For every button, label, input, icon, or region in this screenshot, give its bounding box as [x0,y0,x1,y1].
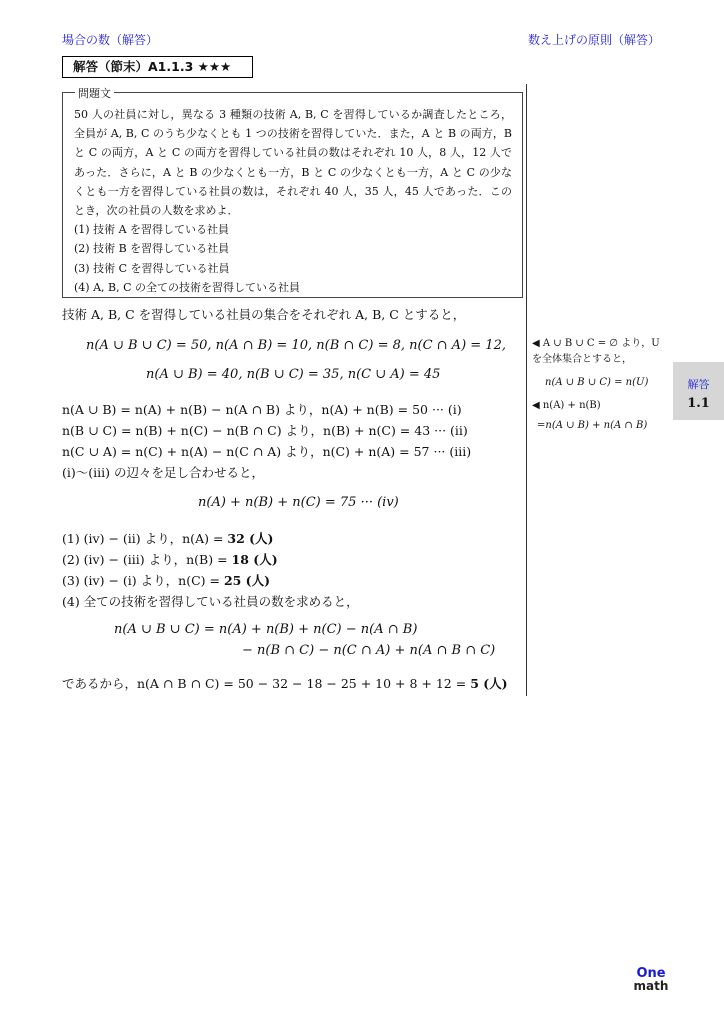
header-left: 場合の数（解答） [62,33,159,47]
answer-3-text: (3) (iv) − (i) より，n(C) = [62,573,224,588]
answer-2-text: (2) (iv) − (iii) より，n(B) = [62,552,232,567]
header-right: 数え上げの原則（解答） [527,33,660,47]
final-answer [62,674,508,692]
answer-2 [62,550,278,568]
relation-i: n(A ∪ B) = n(A) + n(B) − n(A ∩ B) より，n(A) + n(B) = 50 ··· (i) [62,402,462,417]
problem-item-1: (1) 技術 A を習得している社員 [74,223,230,237]
answer-3 [62,571,270,589]
answer-1 [62,529,273,547]
onemath-logo [626,967,676,993]
section-tab [673,362,724,420]
equation-iv: n(A) + n(B) + n(C) = 75 ··· (iv) [198,495,399,510]
section-tab-number: 1.1 [687,396,710,411]
logo-bottom: math [633,979,669,993]
problem-item-3: (3) 技術 C を習得している社員 [74,261,230,275]
answer-1-value: 32 (人) [227,531,274,546]
note-2-line-2: =n(A ∪ B) + n(A ∩ B) [537,420,648,431]
equation-given-2: n(A ∪ B) = 40, n(B ∪ C) = 35, n(C ∪ A) = 45 [146,367,441,382]
note-1-line-2: を全体集合とすると， [532,354,632,365]
sum-instruction: (i)〜(iii) の辺々を足し合わせると， [62,465,264,480]
logo-top: One [636,966,666,981]
answer-title: 解答（節末）A1.1.3 ★★★ [62,56,253,78]
inclusion-exclusion-line-2: − n(B ∩ C) − n(C ∩ A) + n(A ∩ B ∩ C) [242,643,496,658]
problem-item-4: (4) A, B, C の全ての技術を習得している社員 [74,280,301,294]
note-2-line-1: ◀ n(A) + n(B) [532,400,601,411]
final-answer-value: 5 (人) [470,676,508,691]
section-tab-label: 解答 [687,378,710,391]
problem-item-2: (2) 技術 B を習得している社員 [74,242,230,256]
relation-iii: n(C ∪ A) = n(C) + n(A) − n(C ∩ A) より，n(C) + n(A) = 57 ··· (iii) [62,444,472,459]
note-1-line-1: ◀ A ∪ B ∪ C = ∅ より，U [532,338,660,349]
problem-box [62,87,523,298]
equation-given-1: n(A ∪ B ∪ C) = 50, n(A ∩ B) = 10, n(B ∩ C) = 8, n(C ∩ A) = 12, [86,338,506,353]
answer-2-value: 18 (人) [231,552,278,567]
margin-divider [526,84,527,696]
note-1-line-3: n(A ∪ B ∪ C) = n(U) [545,377,649,388]
problem-label: 問題文 [75,85,114,101]
final-answer-text: であるから，n(A ∩ B ∩ C) = 50 − 32 − 18 − 25 + 10 + 8 + 12 = [62,676,471,691]
answer-4-intro: (4) 全ての技術を習得している社員の数を求めると， [62,594,359,609]
inclusion-exclusion-line-1: n(A ∪ B ∪ C) = n(A) + n(B) + n(C) − n(A ∩ B) [114,622,418,637]
problem-text: 50 人の社員に対し，異なる 3 種類の技術 A, B, C を習得しているか調査したところ，全員が A, B, C のうち少なくとも 1 つの技術を習得していた．また，A と B の両方，B と C の両方，A と C の両方を習得している社員の数はそれぞれ 10 人，8 人，12 人であった．さらに，A と B の少なくとも一方，B と C の少なくとも一方，A と C の少なくとも一方を習得している社員の数は，それぞれ 40 人，35 人，45 人であった．このとき，次の社員の人数を求めよ． [74,108,512,218]
relation-ii: n(B ∪ C) = n(B) + n(C) − n(B ∩ C) より，n(B) + n(C) = 43 ··· (ii) [62,423,468,438]
answer-3-value: 25 (人) [223,573,271,588]
solution-intro: 技術 A, B, C を習得している社員の集合をそれぞれ A, B, C とすると， [62,307,466,322]
answer-1-text: (1) (iv) − (ii) より，n(A) = [62,531,228,546]
